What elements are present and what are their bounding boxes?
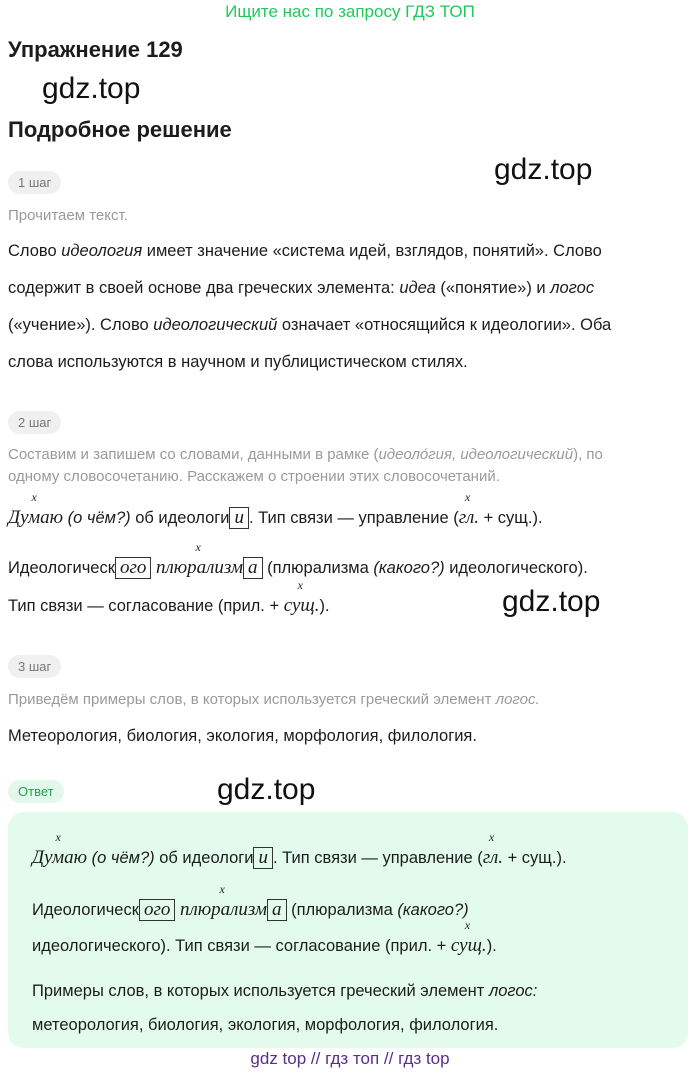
ending-box: а (267, 899, 287, 921)
watermark: gdz.top (494, 153, 593, 186)
step-1-badge: 1 шаг (8, 171, 61, 194)
paragraph-line: Слово идеология имеет значение «система идей, взглядов, понятий». Слово (8, 242, 602, 260)
x-mark: x (31, 490, 37, 504)
ending-box: и (229, 507, 249, 529)
ending-box: ого (139, 899, 175, 921)
ending-box: и (253, 847, 273, 869)
watermark: gdz.top (42, 72, 141, 105)
answer-phrase-2: Идеологическ ого x плюрализм а (плюрализма (какого?) (32, 882, 469, 920)
ending-box: ого (115, 557, 151, 579)
x-mark: x (195, 540, 201, 554)
x-mark: x (219, 882, 225, 896)
x-mark: x (464, 918, 471, 932)
phrase-2-link-type: Тип связи — согласование (прил. + x сущ.). (8, 578, 330, 616)
x-mark: x (297, 578, 303, 592)
step-1-note: Прочитаем текст. (8, 207, 128, 224)
verb: Думаю (8, 507, 64, 528)
paragraph-line: содержит в своей основе два греческих элемента: идеа («понятие») и логос (8, 279, 595, 297)
paragraph-line: слова используются в научном и публицистическом стилях. (8, 353, 468, 371)
solution-title: Подробное решение (8, 117, 232, 142)
step-1-paragraph (8, 233, 698, 381)
watermark: gdz.top (217, 773, 316, 806)
ending-box: а (243, 557, 263, 579)
step-3-note: Приведём примеры слов, в которых используется греческий элемент логос. (8, 691, 540, 708)
step-3-badge: 3 шаг (8, 655, 61, 678)
x-mark: x (488, 830, 495, 844)
step-2-note: Составим и запишем со словами, данными в рамке (идеоло́гия, идеологический), по одному словосочетанию. Расскажем о строении этих словосочетаний. (8, 446, 603, 485)
phrase-1: x Думаю (о чём?) об идеологи и . Тип связи — управление ( x гл. + сущ.). (8, 490, 543, 528)
step-2-badge: 2 шаг (8, 411, 61, 434)
watermark: gdz.top (502, 585, 601, 618)
x-mark: x (464, 490, 471, 504)
paragraph-line: («учение»). Слово идеологический означает «относящийся к идеологии». Оба (8, 316, 612, 334)
answer-phrase-1: x Думаю (о чём?) об идеологи и . Тип связи — управление ( x гл. + сущ.). (32, 830, 567, 868)
search-banner: Ищите нас по запросу ГДЗ ТОП (225, 2, 475, 21)
answer-badge: Ответ (8, 780, 64, 803)
footer-links: gdz top // гдз топ // гдз top (250, 1049, 450, 1068)
answer-phrase-2-link-type: идеологического). Тип связи — согласование (прил. + x сущ.). (32, 918, 497, 956)
phrase-2: Идеологическ ого x плюрализм а (плюрализма (какого?) идеологического). (8, 540, 588, 578)
step-3-paragraph: Метеорология, биология, экология, морфология, филология. (8, 727, 477, 745)
answer-examples-intro: Примеры слов, в которых используется греческий элемент логос: (32, 982, 538, 1000)
exercise-title: Упражнение 129 (8, 37, 183, 62)
answer-examples: метеорология, биология, экология, морфология, филология. (32, 1016, 499, 1034)
x-mark: x (55, 830, 61, 844)
